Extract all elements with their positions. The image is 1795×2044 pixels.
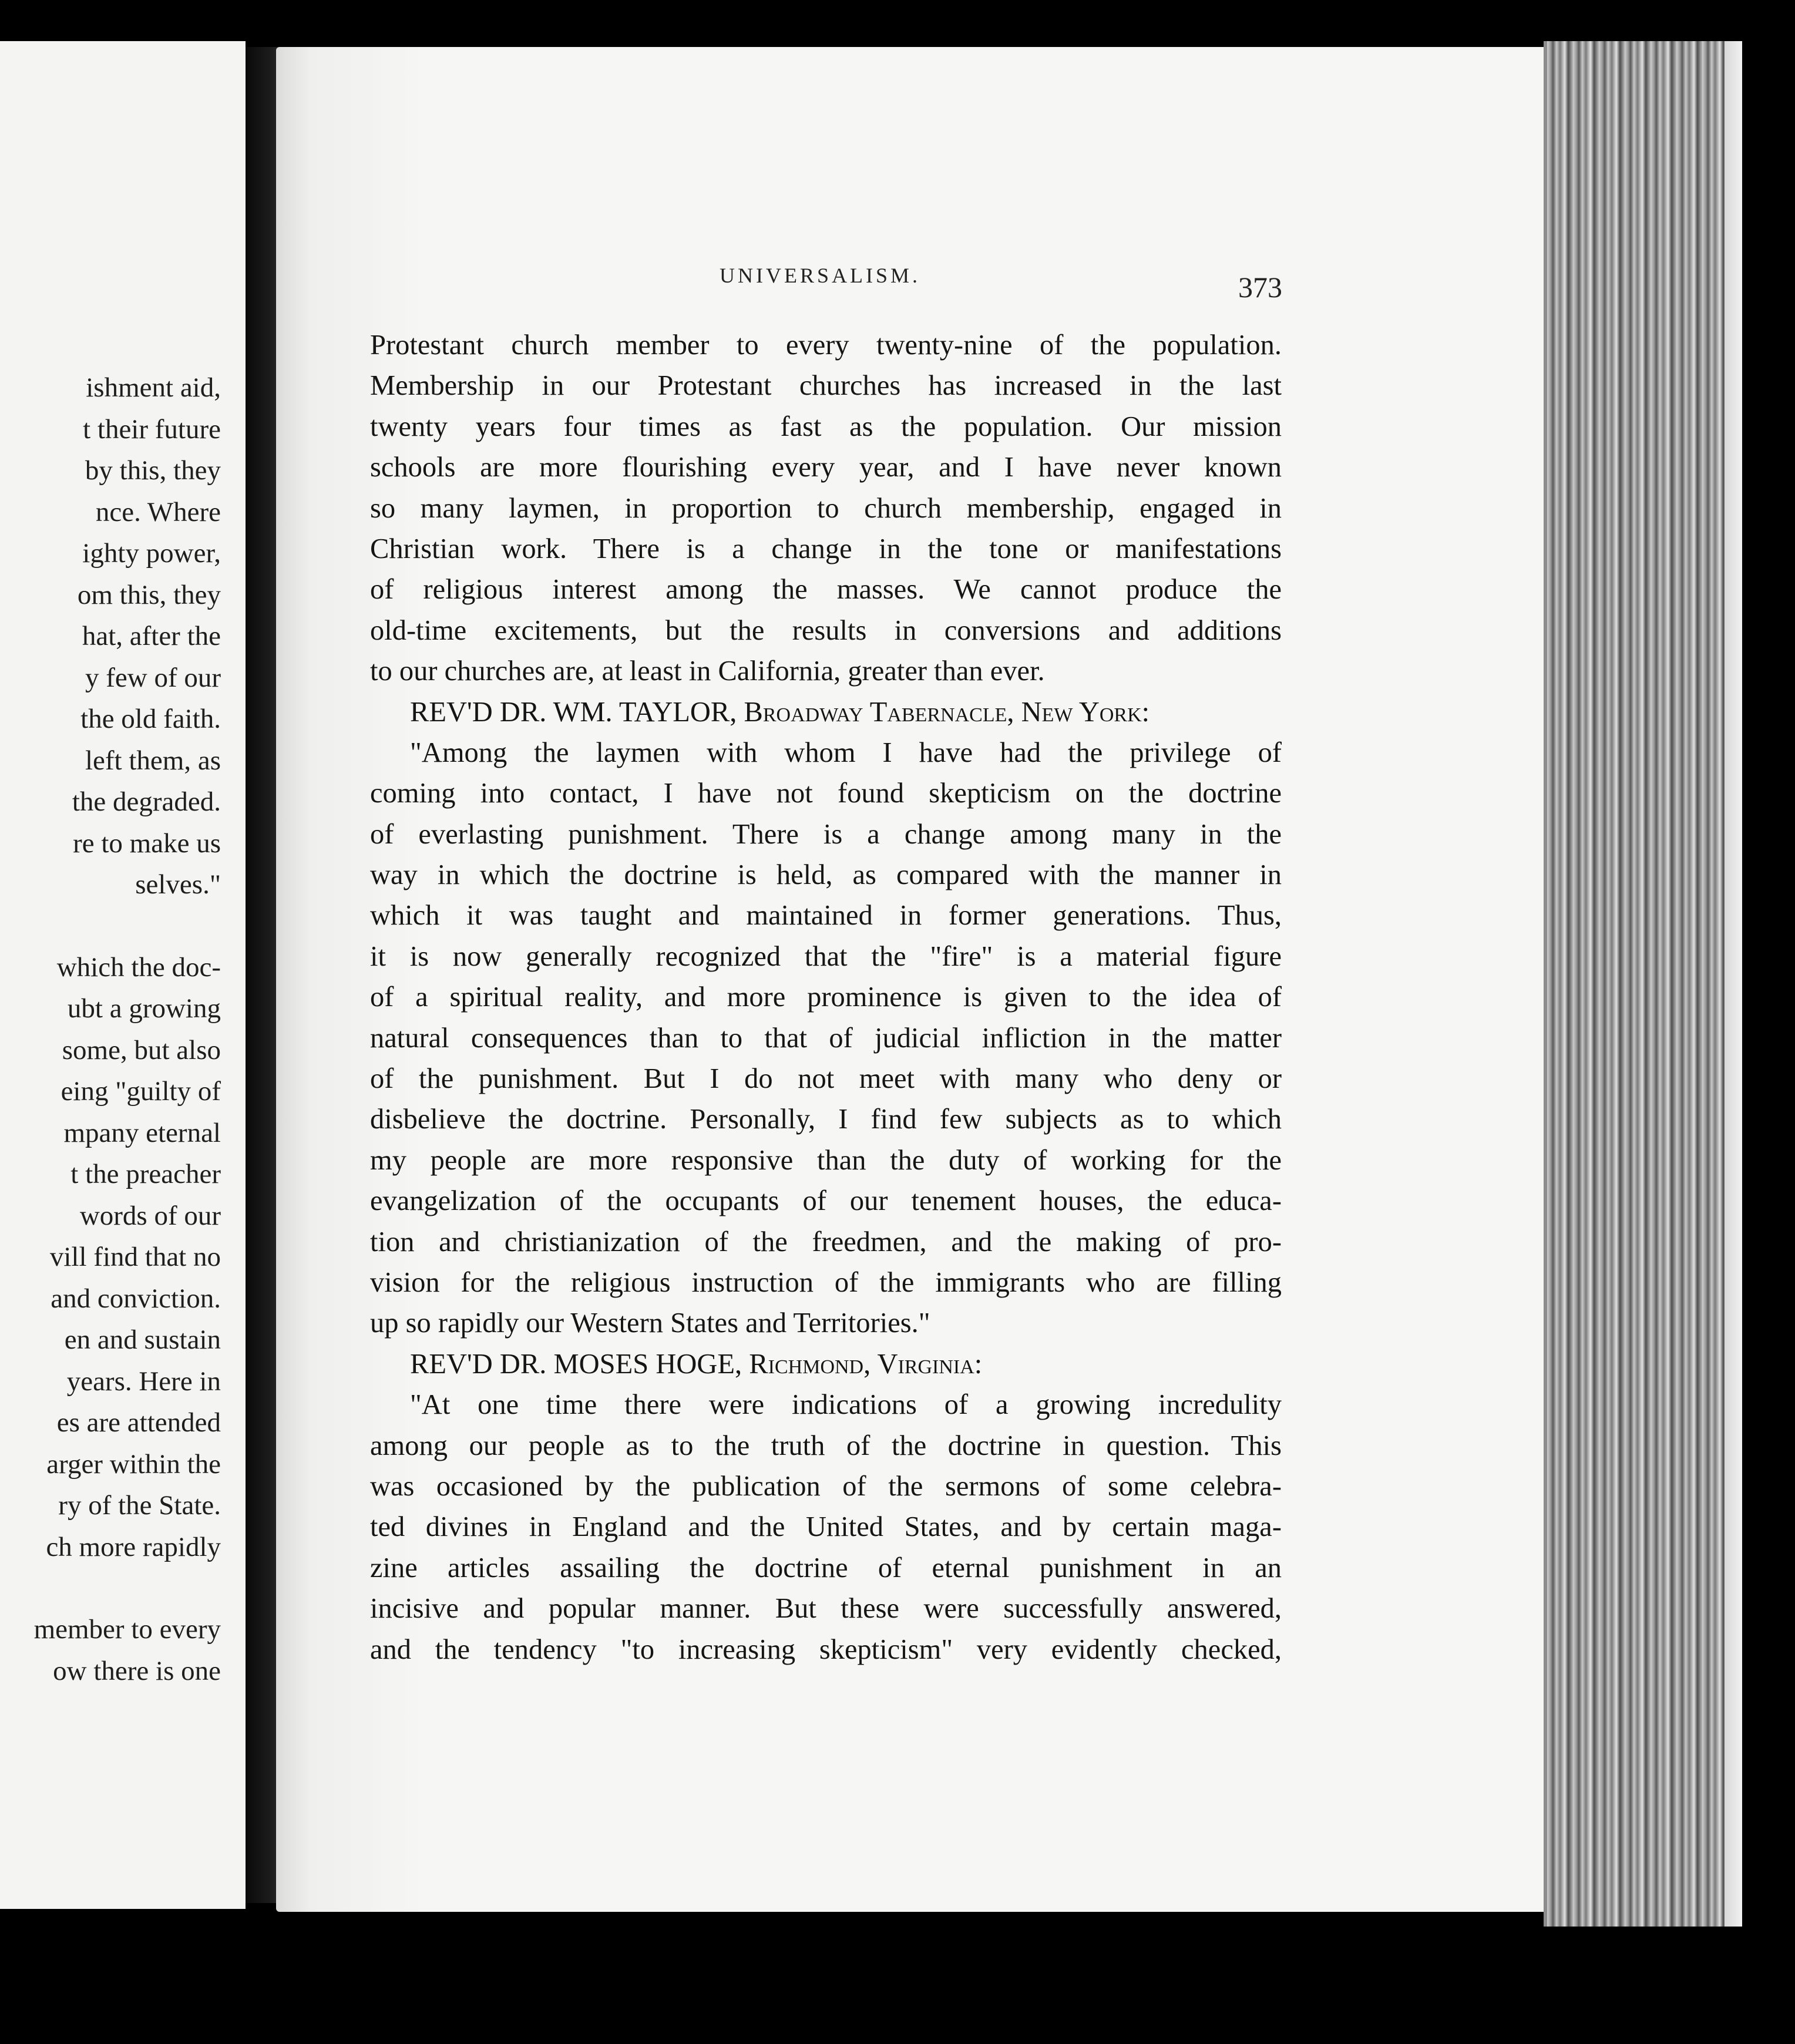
text-line: of a spiritual reality, and more prominence is given to the idea of — [370, 981, 1282, 1013]
text-line: natural consequences than to that of judicial infliction in the matter — [370, 1022, 1282, 1054]
text-line: which it was taught and maintained in former generations. Thus, — [370, 900, 1282, 932]
left-line: mpany eternal — [63, 1117, 221, 1148]
left-line: ishment aid, — [86, 372, 221, 403]
text-line: up so rapidly our Western States and Territories." — [370, 1307, 930, 1339]
text-line: incisive and popular manner. But these were successfully answered, — [370, 1593, 1282, 1625]
left-line: ry of the State. — [58, 1490, 221, 1521]
text-line: disbelieve the doctrine. Personally, I find few subjects as to which — [370, 1104, 1282, 1135]
left-line: arger within the — [46, 1448, 221, 1480]
left-line: hat, after the — [82, 621, 221, 651]
left-line: ubt a growing — [67, 993, 221, 1024]
left-line: selves." — [135, 869, 221, 900]
left-line: t the preacher — [70, 1159, 221, 1189]
text-line: way in which the doctrine is held, as compared with the manner in — [370, 859, 1282, 891]
left-line: words of our — [79, 1200, 221, 1231]
text-line: Membership in our Protestant churches has increased in the last — [370, 370, 1282, 402]
text-line: among our people as to the truth of the doctrine in question. This — [370, 1430, 1282, 1461]
text-line: evangelization of the occupants of our tenement houses, the educa- — [370, 1185, 1282, 1217]
page-body — [370, 325, 1282, 1670]
left-line: member to every — [33, 1614, 221, 1645]
text-line: Christian work. There is a change in the tone or manifestations — [370, 533, 1282, 564]
left-line: om this, they — [77, 579, 221, 610]
left-line: some, but also — [62, 1034, 221, 1065]
text-line: zine articles assailing the doctrine of eternal punishment in an — [370, 1552, 1282, 1584]
left-line: left them, as — [85, 745, 221, 776]
text-line: Protestant church member to every twenty-nine of the population. — [370, 330, 1282, 361]
text-line: was occasioned by the publication of the sermons of some celebra- — [370, 1470, 1282, 1502]
page-edges — [1544, 41, 1741, 1927]
left-line: ow there is one — [53, 1655, 221, 1686]
text-line: "Among the laymen with whom I have had the privilege of — [410, 737, 1282, 768]
text-line: to our churches are, at least in California, greater than ever. — [370, 655, 1045, 687]
text-line: twenty years four times as fast as the population. Our mission — [370, 411, 1282, 442]
text-line: vision for the religious instruction of the immigrants who are filling — [370, 1266, 1282, 1298]
text-line: coming into contact, I have not found skepticism on the doctrine — [370, 778, 1282, 809]
left-line: y few of our — [85, 662, 221, 693]
left-line: and conviction. — [51, 1283, 221, 1314]
left-page — [0, 41, 246, 1909]
left-line: ch more rapidly — [46, 1531, 221, 1562]
left-line: re to make us — [73, 828, 221, 859]
left-line: es are attended — [56, 1407, 221, 1438]
text-line: of the punishment. But I do not meet with many who deny or — [370, 1063, 1282, 1095]
left-page-text — [0, 367, 221, 1692]
left-line: ighty power, — [82, 538, 221, 569]
text-line: so many laymen, in proportion to church membership, engaged in — [370, 492, 1282, 524]
left-line: nce. Where — [95, 496, 221, 527]
text-line: schools are more flourishing every year, and I have never known — [370, 452, 1282, 483]
running-head: UNIVERSALISM. — [720, 264, 921, 287]
left-line: which the doc- — [56, 952, 221, 983]
left-line: eing "guilty of — [60, 1076, 221, 1107]
text-line: my people are more responsive than the duty of working for the — [370, 1144, 1282, 1176]
text-line: and the tendency "to increasing skepticism" very evidently checked, — [370, 1633, 1282, 1665]
text-line: it is now generally recognized that the "fire" is a material figure — [370, 940, 1282, 972]
left-line: the degraded. — [72, 786, 221, 817]
text-line: of everlasting punishment. There is a change among many in the — [370, 818, 1282, 850]
text-line: old-time excitements, but the results in conversions and additions — [370, 614, 1282, 646]
left-line: the old faith. — [80, 704, 221, 734]
left-line: t their future — [83, 413, 221, 445]
left-line: vill find that no — [49, 1242, 221, 1272]
page-number: 373 — [1238, 271, 1282, 304]
text-line: "At one time there were indications of a growing incredulity — [410, 1389, 1282, 1421]
left-line: years. Here in — [66, 1366, 221, 1397]
text-line: of religious interest among the masses. We cannot produce the — [370, 574, 1282, 606]
attribution-line: REV'D DR. WM. TAYLOR, Broadway Tabernacle, New York: — [410, 696, 1150, 728]
text-line: ted divines in England and the United States, and by certain maga- — [370, 1511, 1282, 1543]
text-line: tion and christianization of the freedmen, and the making of pro- — [370, 1226, 1282, 1258]
left-line: by this, they — [85, 455, 221, 486]
attribution-line: REV'D DR. MOSES HOGE, Richmond, Virginia: — [410, 1348, 983, 1380]
left-line: en and sustain — [64, 1324, 221, 1355]
